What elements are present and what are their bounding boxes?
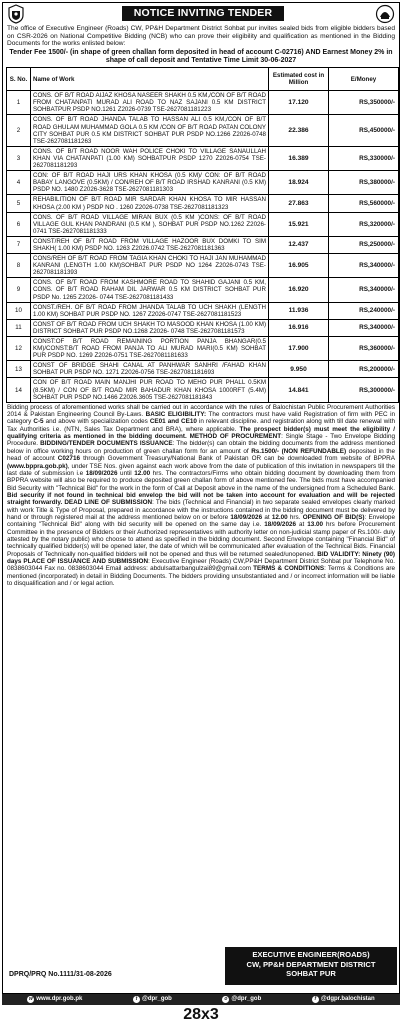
row-sno: 4 [7,171,31,195]
row-estimated-cost: 9.950 [269,361,329,378]
tender-fee-line: Tender Fee 1500/- (in shape of green challan form deposited in head of account C-02716) AND Earnest Money 2% in shape of call deposit and Tentative Time Limit 30-06-2027 [9,48,393,64]
row-estimated-cost: 12.437 [269,236,329,253]
terms-text-segment: BIDDING/TENDER DOCUMENTS ISSUANCE [40,440,173,448]
table-row [7,337,399,361]
row-sno: 12 [7,337,31,361]
row-name-of-work: CONS. OF B/T ROAD NOOR WAH POLICE CHOKI TO VILLAGE SANAULLAH KHAN VIA CHATANPATI (1.00 KM) SOHBATPUR PSDP 1270 Z2026-0754 TSE-2627081181293 [31,146,269,170]
footer-instagram: o @dpr_gob [224,996,262,1002]
terms-text-segment: 18/09/2026 [85,469,118,477]
terms-text-segment: TERMS & CONDITIONS [253,565,325,573]
col-header-sno: S. No. [7,68,31,91]
row-sno: 5 [7,195,31,212]
row-earnest-money: RS,240000/- [329,302,399,319]
row-earnest-money: RS,330000/- [329,146,399,170]
footer-web: w www.dpr.gob.pk [28,996,83,1002]
terms-text-segment: : The bidder(s) can obtain the bidding documents from the address mentioned below in office working hours on production of green challan form for an amount of [7,440,395,455]
bidding-terms-paragraph [3,403,399,588]
row-sno: 1 [7,91,31,115]
row-sno: 8 [7,254,31,278]
row-sno: 3 [7,146,31,170]
signature-line-3: SOHBAT PUR [286,969,336,978]
row-estimated-cost: 18.924 [269,171,329,195]
footer-twitter: t @dpr_gob [133,994,172,1005]
table-row [7,171,399,195]
row-sno: 11 [7,319,31,336]
table-row [7,195,399,212]
terms-text-segment: BID VALIDITY: Ninety (90) days PLACE OF ISSUANCE AND SUBMISSION [7,550,395,565]
balochistan-emblem-logo [6,4,26,24]
terms-text-segment: hrs before Procurement Committee in the presence of Bidders or their Authorized representatives with authority letter on non-judicial stamp paper of Rs.100/- duly attested by the notary public) who choose to attend as specified in the bidding document. Second Envelope containing "Financial Bid" of technically qualified bidder(s) will be opened later, the date of which will be communicated after evaluation of the Technical Bids. Financial Proposals of Technically non-qualified bidders will not be opened and thus will be returned sealed/unopened. [7,521,395,558]
row-name-of-work: CONS. OF B/T ROAD AIJAZ KHOSA NASEER SHAKH 0.5 KM,/CON OF B/T ROAD FROM CHATANPATI MURAD ALI ROAD TO NAZ SAJANI 0.5 KM DISTRICT SOHBATPUR PSDP NO.1261 Z2026-0739 TSE-2627081181223 [31,91,269,115]
instagram-icon: o [224,996,228,1002]
row-earnest-money: RS,450000/- [329,115,399,146]
table-row [7,91,399,115]
row-name-of-work: CONS. OF B/T ROAD FROM KASHMORE ROAD TO SHAHID GAJANI 0.5 KM, CONS. OF B/T ROAD RAHAM DIL JARWAR 0.5 KM DISTRICT SOHBAT PUR PSDP No. 1265 Z2026- 0744 TSE-2627081181433 [31,278,269,302]
row-estimated-cost: 17.120 [269,91,329,115]
dpr-reference-number: DPRQ/PRQ No.1111/31-08-2026 [9,971,112,978]
terms-text-segment: at [296,521,308,529]
intro-paragraph: The office of Executive Engineer (Roads) CW, PP&H Department District Sohbat pur invites sealed bids from eligible bidders based on CSR-2026 on National Competitive Bidding (NCB) who can prove their eligibility and qualification as mentioned in the Bidding Documents for the works enlisted below: [7,25,395,48]
terms-text-segment: 18/09/2026 [230,513,263,521]
terms-text-segment: Bidding process of aforementioned works shall be carried out in accordance with the rules of Balochistan Public Procurement Authorities 2014 & Pakistan Engineering Council By-Laws. [7,403,395,419]
row-earnest-money: RS,380000/- [329,171,399,195]
terms-text-segment: 18/09/2026 [264,521,297,529]
terms-text-segment: (www.bppra.gob.pk) [7,462,68,470]
row-estimated-cost: 16.389 [269,146,329,170]
row-estimated-cost: 11.936 [269,302,329,319]
row-earnest-money: RS,200000/- [329,361,399,378]
terms-text-segment: in relevant discipline. and registration along with till date renewal with Tax Authorities i.e. (NTN, Sales Tax Department and BRA), where applicable. [7,418,396,433]
table-row [7,278,399,302]
terms-text-segment: through Government Treasury/National Bank of Pakistan OR can be downloaded from website of BPPRA [80,455,395,463]
row-name-of-work: CONS. OF B/T ROAD VILLAGE MIRAN BUX (0.5 KM )CONS: OF B/T ROAD VILLAGE GUL KHAN PANDRANI (0.5 KM ), SOHBAT PUR PSDP NO.1262 Z2026-0741 TSE-2627081181333 [31,212,269,236]
table-row [7,146,399,170]
tender-notice [2,2,400,994]
row-name-of-work: CONST OF BRIDGE SHAHI CANAL AT PANHWAR SANHRI /FAHAD KHAN SOHBAT PUR PSDP NO. 1271 Z2026-0756 TSE-2627081181693 [31,361,269,378]
terms-text-segment: : Single Stage - Two Envelope Bidding Procedure. [7,433,396,448]
row-estimated-cost: 16.916 [269,319,329,336]
terms-text-segment: BASIC ELIGIBILITY: [145,411,207,419]
row-estimated-cost: 17.900 [269,337,329,361]
row-estimated-cost: 22.386 [269,115,329,146]
ad-size-label: 28x3 [183,1006,219,1023]
col-header-name: Name of Work [31,68,269,91]
row-sno: 2 [7,115,31,146]
table-row [7,302,399,319]
row-name-of-work: CONST:OF B/T ROAD REMAINING PORTION PANJA BHANGAR(0.5 KM)/CONST:B/T ROAD FROM PANJA TO ALI MURAD MARI(0.5 KM) SOHBAT PUR PSDP NO. 1269 Z2026-0751 TSE-2627081181633 [31,337,269,361]
row-earnest-money: RS,250000/- [329,236,399,253]
globe-icon: w [28,996,33,1002]
row-earnest-money: RS,340000/- [329,254,399,278]
table-row [7,319,399,336]
table-header-row [7,68,399,91]
footer-bar [2,994,400,1005]
row-earnest-money: RS,320000/- [329,212,399,236]
terms-text-segment: Bid security if not found in technical bid envelop the bid will not be taken into account for evaluation and will be rejected straight forwardly. DEAD LINE OF SUBMISSION [7,491,395,507]
terms-text-segment: deposited in the head of account [7,447,396,463]
terms-text-segment: C02716 [57,455,81,463]
terms-text-segment: at [262,513,272,521]
terms-text-segment: : The bids (Technical and Financial) in two separate sealed envelopes clearly marked with work Title & Type of Proposal, prepared in accordance with the instructions contained in the bidding document must be delivered by hand or through registered mail at the address mentioned below on or before [7,499,395,521]
terms-text-segment: C-5 [33,418,44,426]
row-earnest-money: RS,340000/- [329,319,399,336]
col-header-money: E/Money [329,68,399,91]
row-estimated-cost: 16.920 [269,278,329,302]
row-estimated-cost: 16.905 [269,254,329,278]
table-row [7,361,399,378]
signature-block [225,947,397,985]
row-earnest-money: RS,560000/- [329,195,399,212]
terms-text-segment: The contractors must have valid Registration of firm with PEC in category [7,411,396,426]
row-sno: 10 [7,302,31,319]
terms-text-segment: hrs. [287,513,303,521]
row-estimated-cost: 27.863 [269,195,329,212]
table-row [7,236,399,253]
row-earnest-money: RS,300000/- [329,378,399,402]
terms-text-segment: : Envelope containing "Technical Bid" along with bid security will be opened on the same day i.e. [7,513,395,529]
signature-line-2: CW, PP&H DEPARTMENT DISTRICT [246,959,376,969]
row-earnest-money: RS,340000/- [329,278,399,302]
row-name-of-work: CONST./REH. OF B/T ROAD FROM JHANDA TALAB TO UCH SHAKH (LENGTH 1.00 KM) SOHBAT PUR PSDP NO. 1267 Z2026-0747 TSE-2627081181523 [31,302,269,319]
terms-text-segment: 12.00 [134,469,151,477]
row-earnest-money: RS,360000/- [329,337,399,361]
table-row [7,212,399,236]
terms-text-segment: OPENING OF BID(S) [302,513,365,521]
footer-facebook: f @dgpr.balochistan [312,994,375,1005]
works-table [6,67,399,403]
row-sno: 9 [7,278,31,302]
terms-text-segment: until [117,469,135,477]
signature-line-1: EXECUTIVE ENGINEER(ROADS) [252,950,370,959]
terms-text-segment: , under TSE Nos. given against each work above from the date of publication of this invitation in newspapers till the last date of submission i.e [7,462,395,477]
row-name-of-work: REHABILITION OF B/T ROAD MIR SARDAR KHAN KHOSA TO MIR HASSAN KHOSA (2.00 KM ) PSDP NO . 1260 Z2026-0738 TSE-2627081181323 [31,195,269,212]
col-header-cost: Estimated cost in Million [269,68,329,91]
row-sno: 7 [7,236,31,253]
twitter-icon: t [133,996,140,1003]
row-estimated-cost: 14.841 [269,378,329,402]
row-sno: 6 [7,212,31,236]
table-row [7,115,399,146]
row-name-of-work: CONS/REH OF B/T ROAD FROM TAGIA KHAN CHOKI TO HAJI JAN MUHAMMAD KANRANI (LENGTH 1.00 KM)SOHBAT PUR PSDP NO 1264 Z2026-0743 TSE-2627081181393 [31,254,269,278]
terms-text-segment: and above with specialization codes [43,418,150,426]
row-sno: 14 [7,378,31,402]
row-earnest-money: RS,350000/- [329,91,399,115]
terms-text-segment: The prospect bidder(s) must meet the eligibility / qualifying criteria as mentioned in the bidding document. METHOD OF PROCUREMENT [7,425,395,441]
table-row [7,378,399,402]
terms-text-segment: : Terms & Conditions are mentioned (incorporated) in detail in Bidding Documents. The bidders providing unsubstantiated and / or incorrect information will be liable to disqualification and / or legal action. [7,565,395,587]
row-estimated-cost: 15.921 [269,212,329,236]
row-name-of-work: CON OF B/T ROAD MAIN MANJHI PUR ROAD TO MEHO PUR PHALL 0.5KM (8.5KM) / CON OF B/T ROAD MIR BAHADUR KHAN KHOSA 1000RFT (5.4M) SOHBAT PUR PSDP NO.1466 Z2026.3605 TSE-2627081181843 [31,378,269,402]
notice-title: NOTICE INVITING TENDER [122,6,284,21]
row-sno: 13 [7,361,31,378]
table-row [7,254,399,278]
terms-text-segment: 12.00 [271,513,288,521]
terms-text-segment: Rs.1500/- (NON REFUNDABLE) [251,447,347,455]
facebook-icon: f [312,996,319,1003]
notice-header [3,3,399,25]
terms-text-segment: : Executive Engineer (Roads) CW,PP&H Department District Sohbat pur Telephone No. 0838603044 Fax no. 0838603044 Email address: abdulsattarbangulzai89@gmail.com [7,557,395,573]
government-seal-logo [375,4,395,24]
terms-text-segment: 13.00 [307,521,324,529]
row-name-of-work: CONST/REH OF B/T ROAD FROM VILLAGE HAZOOR BUX DOMKI TO SIM SHAKH( 1.00 KM) PSDP NO. 1263 Z2026.0742 TSE-2627081181363 [31,236,269,253]
row-name-of-work: CONST OF B/T ROAD FROM UCH SHAKH TO MASOOD KHAN KHOSA (1.00 KM) DISTRICT SOHBAT PUR PSDP NO.1268 Z2026- 0748 TSE-2627081181573 [31,319,269,336]
row-name-of-work: CON: OF B/T ROAD HAJI URS KHAN KHOSA (0.5 KM)/ CON: OF B/T ROAD BABAY LANGOVE (0.5KM) / CON/REH OF B/T ROAD IRSHAD KANRANI (0.5 KM) PSDP NO. 1480 Z2026-3628 TSE-2627081181303 [31,171,269,195]
terms-text-segment: hrs. The contractors/Firms who obtain bidding document by downloading them from BPPRA website will also be required to produce deposited green challan form of above mentioned fee. The bids must have accompanied Bid Security with "Technical Bid" for the work in the form of Call at Deposit above in the name of the undersigned from a Scheduled Bank. [7,469,395,492]
terms-text-segment: CE01 and CE10 [149,418,197,426]
row-name-of-work: CONS. OF B/T ROAD JHANDA TALAB TO HASSAN ALI 0.5 KM,/CON OF B/T ROAD GHULAM MUHAMMAD GOLA 0.5 KM /CON OF B/T ROAD PATAN COLONY CITY SOHBAT PUR 0.5 KM DISTRICT SOHBAT PUR PSDP NO.1266 Z2026-0748 TSE-2627081181263 [31,115,269,146]
